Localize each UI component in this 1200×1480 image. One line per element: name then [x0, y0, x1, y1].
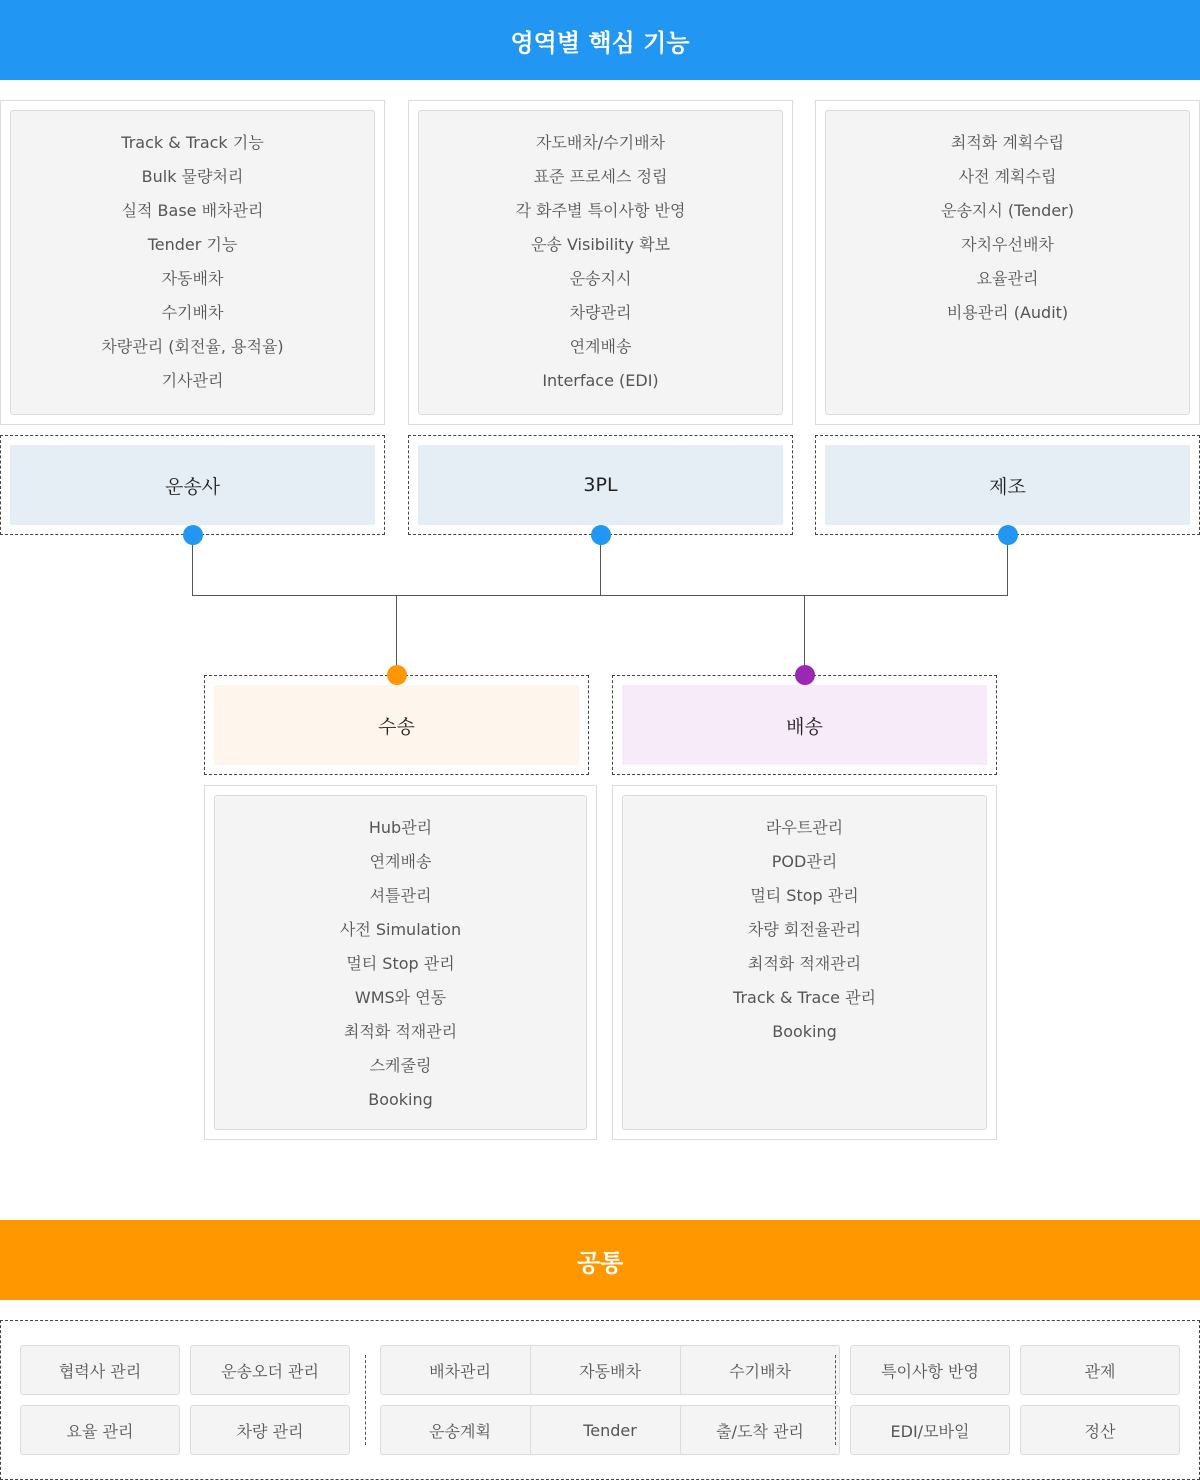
group-separator — [365, 1355, 366, 1445]
feature-item: 멀티 Stop 관리 — [750, 886, 859, 905]
feature-item: Hub관리 — [368, 818, 433, 837]
common-item: Tender — [530, 1405, 690, 1455]
feature-item: Bulk 물량처리 — [141, 167, 244, 186]
common-item: 협력사 관리 — [20, 1345, 180, 1395]
feature-item: Interface (EDI) — [542, 371, 659, 390]
common-item: 관제 — [1020, 1345, 1180, 1395]
common-title: 공통 — [576, 1248, 624, 1277]
feature-item: 요율관리 — [976, 269, 1039, 288]
category-box-carrier — [0, 435, 385, 535]
feature-item: 차량관리 — [569, 303, 632, 322]
category-label-transport: 수송 — [214, 685, 579, 765]
feature-box-manufacturing — [815, 100, 1200, 425]
connector-dot — [998, 525, 1018, 545]
feature-list — [418, 110, 783, 415]
common-title-banner — [0, 1220, 1200, 1300]
feature-item: 사전 계획수립 — [958, 167, 1057, 186]
feature-box-carrier — [0, 100, 385, 425]
feature-list — [214, 795, 587, 1130]
common-item: 운송계획 — [380, 1405, 540, 1455]
feature-item: 멀티 Stop 관리 — [346, 954, 455, 973]
feature-item: 수기배차 — [161, 303, 224, 322]
feature-item: 연계배송 — [569, 337, 632, 356]
feature-item: 사전 Simulation — [339, 920, 462, 939]
connector-line — [396, 595, 397, 675]
feature-item: 최적화 적재관리 — [343, 1022, 458, 1041]
category-box-manufacturing — [815, 435, 1200, 535]
feature-item: 차량 회전율관리 — [747, 920, 862, 939]
feature-item: Booking — [368, 1090, 433, 1109]
feature-item: 운송지시 — [569, 269, 632, 288]
feature-item: WMS와 연동 — [354, 988, 447, 1007]
feature-item: 자동배차 — [161, 269, 224, 288]
common-features-container — [0, 1320, 1200, 1480]
connector-dot — [183, 525, 203, 545]
feature-item: 기사관리 — [161, 371, 224, 390]
common-item: 차량 관리 — [190, 1405, 350, 1455]
connector-dot — [591, 525, 611, 545]
connector-line — [804, 595, 805, 675]
feature-list — [825, 110, 1190, 415]
feature-item: 각 화주별 특이사항 반영 — [515, 201, 686, 220]
common-item: 출/도착 관리 — [680, 1405, 840, 1455]
feature-item: Booking — [772, 1022, 837, 1041]
feature-item: 표준 프로세스 정립 — [533, 167, 668, 186]
common-item: 운송오더 관리 — [190, 1345, 350, 1395]
common-item: 수기배차 — [680, 1345, 840, 1395]
common-item: 정산 — [1020, 1405, 1180, 1455]
common-item: 자동배차 — [530, 1345, 690, 1395]
feature-item: 실적 Base 배차관리 — [121, 201, 264, 220]
feature-item: Track & Track 기능 — [121, 133, 264, 152]
feature-item: POD관리 — [771, 852, 838, 871]
section-title-banner — [0, 0, 1200, 80]
connector-dot — [387, 665, 407, 685]
category-label-manufacturing: 제조 — [825, 445, 1190, 525]
feature-list — [622, 795, 987, 1130]
category-box-3pl — [408, 435, 793, 535]
feature-box-delivery — [612, 785, 997, 1140]
common-item: 배차관리 — [380, 1345, 540, 1395]
common-item: 요율 관리 — [20, 1405, 180, 1455]
feature-item: 라우트관리 — [765, 818, 844, 837]
section-title: 영역별 핵심 기능 — [510, 28, 690, 57]
category-box-delivery — [612, 675, 997, 775]
category-label-3pl: 3PL — [418, 445, 783, 525]
feature-box-3pl — [408, 100, 793, 425]
feature-item: 운송지시 (Tender) — [940, 201, 1074, 220]
feature-item: 연계배송 — [369, 852, 432, 871]
category-label-delivery: 배송 — [622, 685, 987, 765]
category-label-carrier: 운송사 — [10, 445, 375, 525]
feature-item: 자도배차/수기배차 — [535, 133, 666, 152]
feature-item: 자치우선배차 — [961, 235, 1054, 254]
feature-item: 차량관리 (회전율, 용적율) — [101, 337, 284, 356]
feature-item: 최적화 계획수립 — [950, 133, 1065, 152]
feature-item: 스케줄링 — [369, 1056, 432, 1075]
category-box-transport — [204, 675, 589, 775]
feature-list — [10, 110, 375, 415]
group-separator — [835, 1355, 836, 1445]
feature-item: 셔틀관리 — [369, 886, 432, 905]
connector-dot — [795, 665, 815, 685]
feature-item: Tender 기능 — [147, 235, 238, 254]
common-item: EDI/모바일 — [850, 1405, 1010, 1455]
feature-item: 최적화 적재관리 — [747, 954, 862, 973]
feature-item: Track & Trace 관리 — [733, 988, 876, 1007]
feature-item: 비용관리 (Audit) — [946, 303, 1069, 322]
feature-item: 운송 Visibility 확보 — [530, 235, 671, 254]
feature-box-transport — [204, 785, 597, 1140]
common-item: 특이사항 반영 — [850, 1345, 1010, 1395]
connector-line — [192, 595, 1008, 596]
